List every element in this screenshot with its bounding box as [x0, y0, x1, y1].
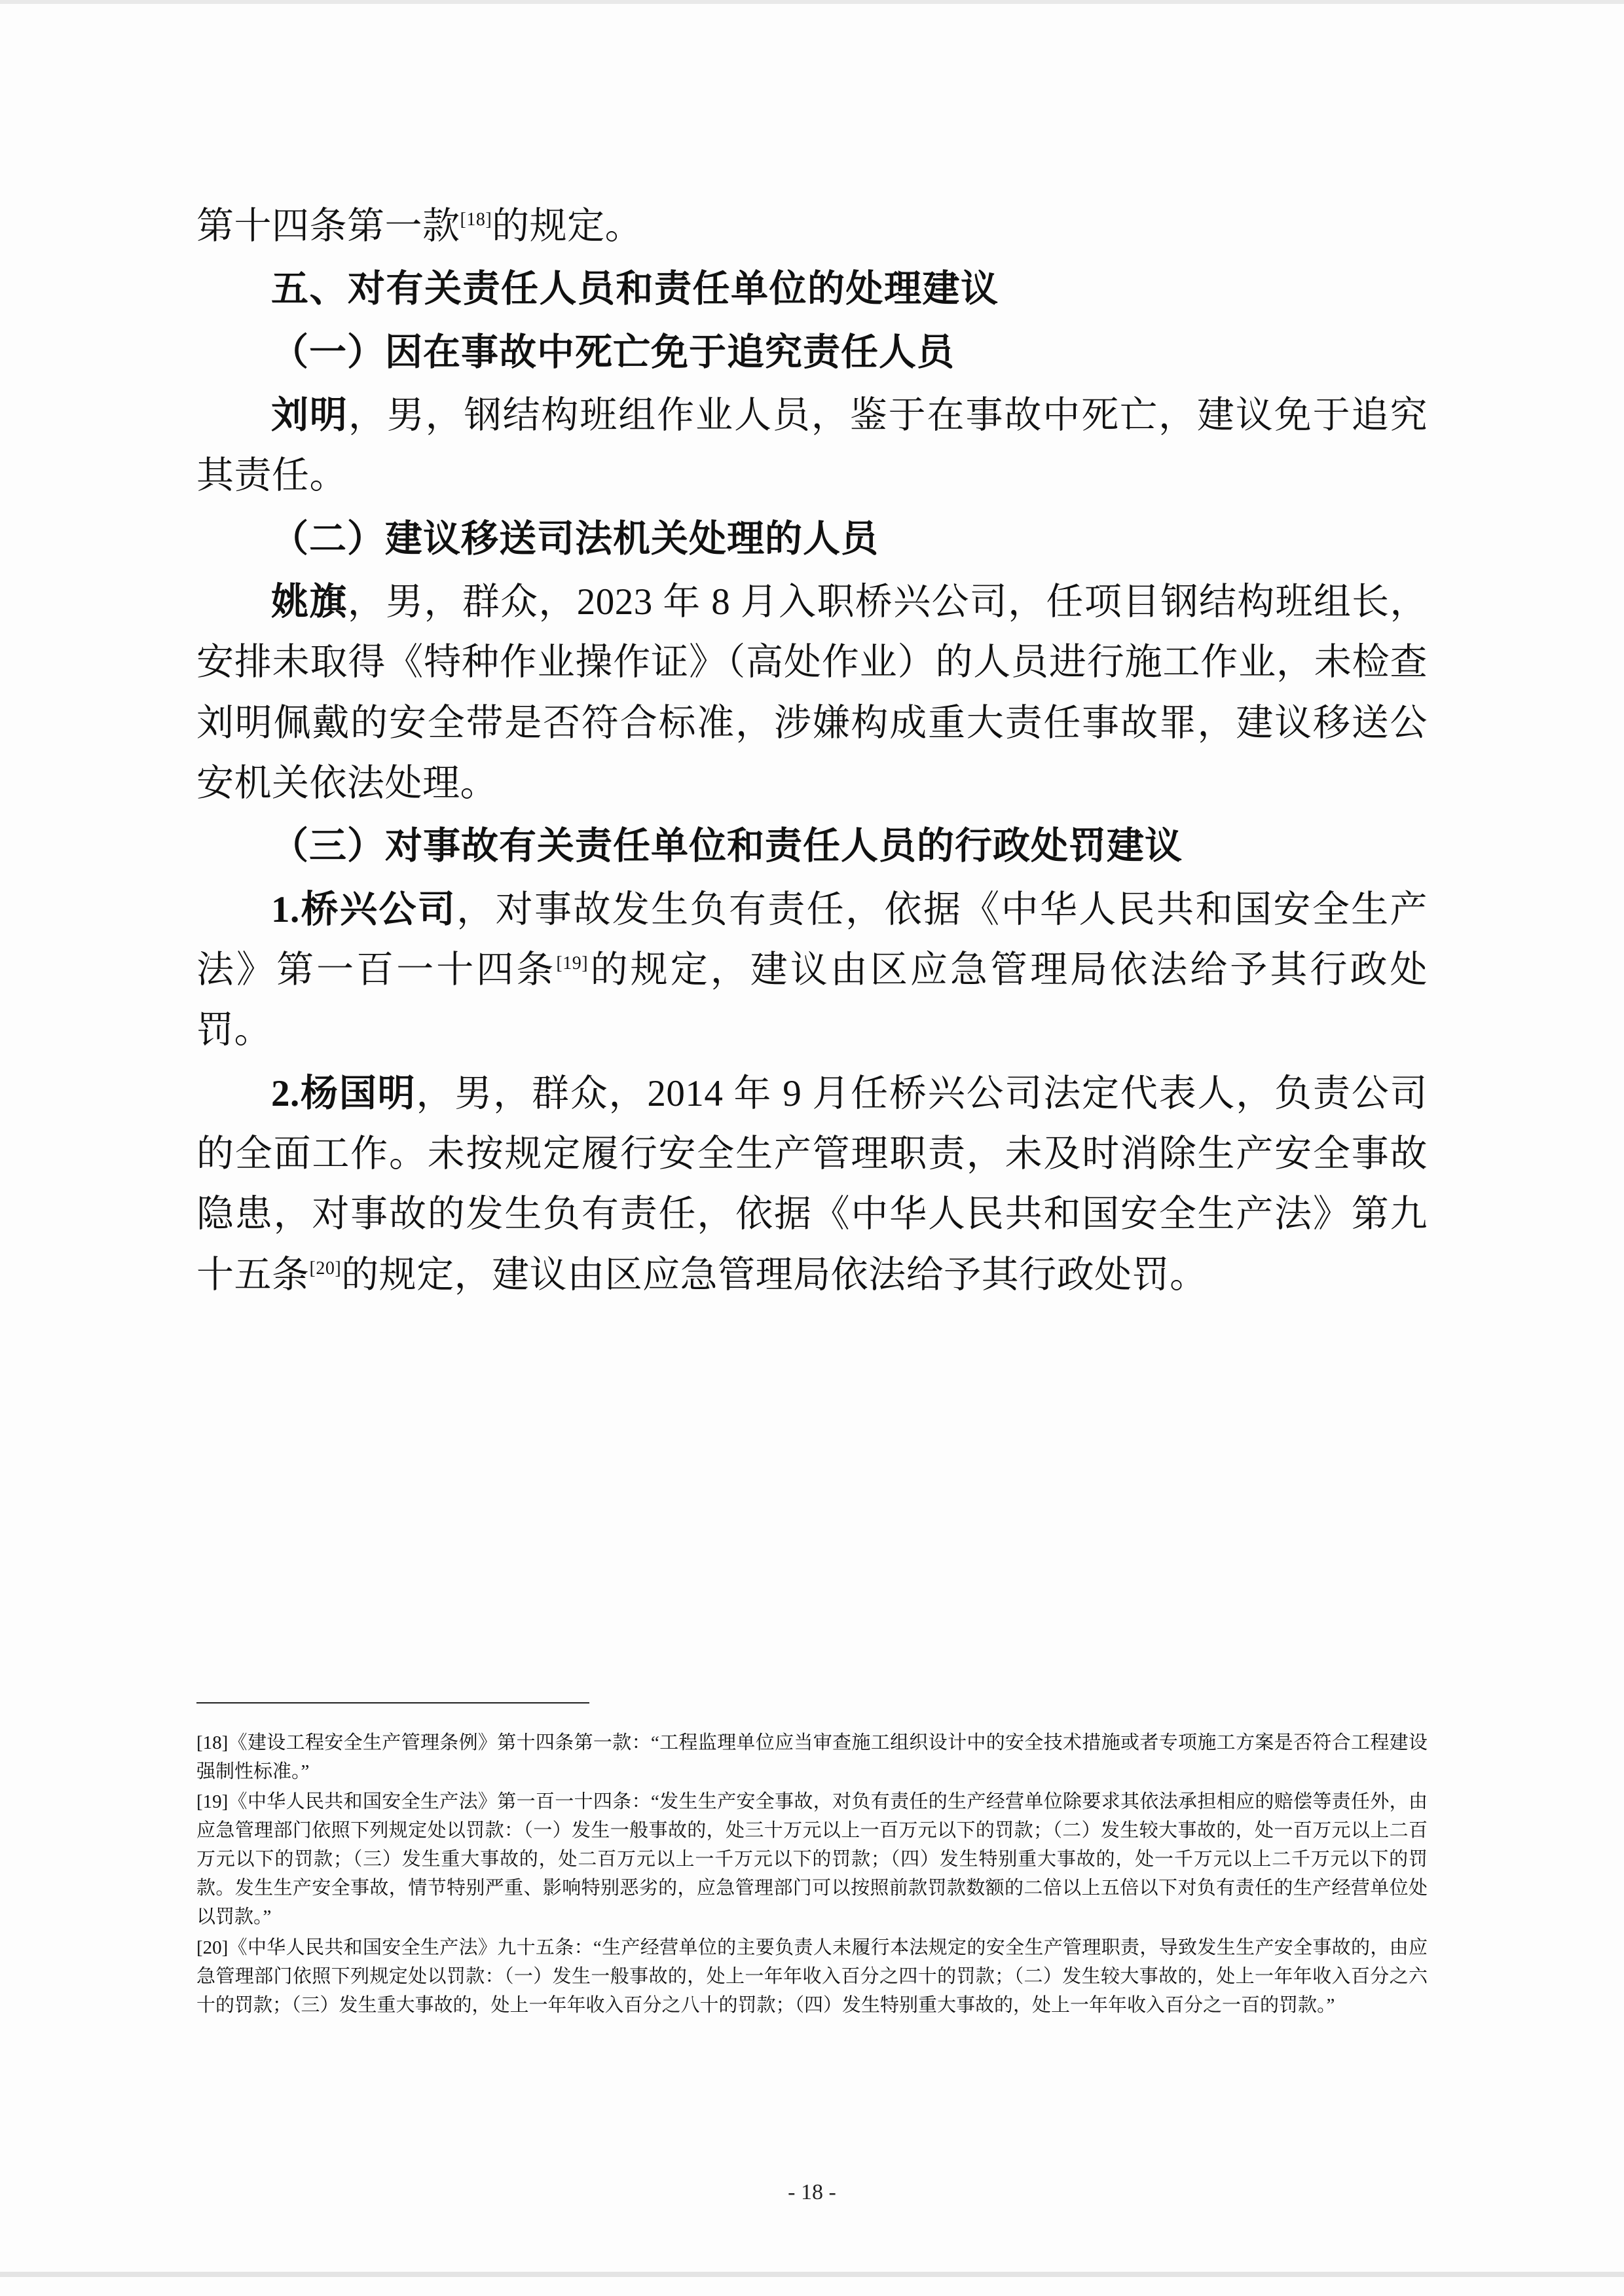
penalty-item-2-name: 杨国明 — [299, 1072, 416, 1114]
penalty-item-1 — [196, 880, 1428, 1061]
person-detail-liuming: ，男，钢结构班组作业人员，鉴于在事故中死亡，建议免于追究其责任。 — [196, 394, 1428, 497]
person-detail-yaoqi: ，男，群众，2023 年 8 月入职桥兴公司，任项目钢结构班组长，安排未取得《特种作业操作证》（高处作业）的人员进行施工作业，未检查刘明佩戴的安全带是否符合标准，涉嫌构成重大责任事故罪，建议移送公安机关依法处理。 — [196, 581, 1428, 804]
footnote-area — [196, 1728, 1428, 2021]
penalty-item-2 — [196, 1064, 1428, 1305]
section-heading-five: 五、对有关责任人员和责任单位的处理建议 — [271, 268, 999, 310]
subsection-heading-one: （一）因在事故中死亡免于追究责任人员 — [271, 331, 955, 373]
penalty-item-1-text-before: ，对事故发生负有责任，依据《中华人民共和国安全生产法》第一百一十四条 — [196, 888, 1428, 991]
footnote-20: [20]《中华人民共和国安全生产法》九十五条：“生产经营单位的主要负责人未履行本法规定的安全生产管理职责，导致发生生产安全事故的，由应急管理部门依照下列规定处以罚款：（一）发生一般事故的，处上一年年收入百分之四十的罚款；（二）发生较大事故的，处上一年年收入百分之六十的罚款；（三）发生重大事故的，处上一年年收入百分之八十的罚款；（四）发生特别重大事故的，处上一年年收入百分之一百的罚款。” — [196, 1937, 1428, 2016]
continuation-paragraph — [196, 196, 1428, 257]
footnote-separator — [196, 1702, 589, 1704]
person-name-liuming: 刘明 — [271, 394, 348, 436]
penalty-item-2-text-before: ，男，群众，2014 年 9 月任桥兴公司法定代表人，负责公司的全面工作。未按规定履行安全生产管理职责，未及时消除生产安全事故隐患，对事故的发生负有责任，依据《中华人民共和国安全生产法》第九十五条 — [196, 1072, 1428, 1296]
penalty-item-2-text-after: 的规定，建议由区应急管理局依法给予其行政处罚。 — [341, 1254, 1208, 1296]
scan-edge-top — [0, 0, 1624, 4]
person-paragraph-liuming — [196, 386, 1428, 507]
penalty-item-2-label: 2. — [271, 1072, 300, 1114]
penalty-item-1-label: 1. — [271, 888, 300, 930]
subsection-heading-two: （二）建议移送司法机关处理的人员 — [271, 518, 879, 560]
continuation-text-after: 的规定。 — [492, 206, 643, 247]
subsection-heading-three: （三）对事故有关责任单位和责任人员的行政处罚建议 — [271, 826, 1183, 867]
person-name-yaoqi: 姚旗 — [271, 581, 348, 623]
footnote-19: [19]《中华人民共和国安全生产法》第一百一十四条：“发生生产安全事故，对负有责任的生产经营单位除要求其依法承担相应的赔偿等责任外，由应急管理部门依照下列规定处以罚款：（一）发生一般事故的，处三十万元以上一百万元以下的罚款；（二）发生较大事故的，处一百万元以上二百万元以下的罚款；（三）发生重大事故的，处二百万元以上一千万元以下的罚款；（四）发生特别重大事故的，处一千万元以上二千万元以下的罚款。发生生产安全事故，情节特别严重、影响特别恶劣的，应急管理部门可以按照前款罚款数额的二倍以上五倍以下对负有责任的生产经营单位处以罚款。” — [196, 1791, 1428, 1928]
footnote-ref-19: [19] — [556, 953, 589, 974]
document-body — [196, 196, 1428, 1308]
continuation-text-before: 第十四条第一款 — [196, 206, 460, 247]
page-number: - 18 - — [788, 2180, 836, 2204]
scan-edge-bottom — [0, 2272, 1624, 2277]
footnote-ref-20: [20] — [309, 1258, 342, 1279]
person-paragraph-yaoqi — [196, 572, 1428, 814]
footnote-ref-18: [18] — [460, 210, 492, 230]
penalty-item-1-text-after: 的规定，建议由区应急管理局依法给予其行政处罚。 — [196, 949, 1428, 1051]
penalty-item-1-name: 桥兴公司 — [299, 888, 457, 930]
footnote-18: [18]《建设工程安全生产管理条例》第十四条第一款：“工程监理单位应当审查施工组织设计中的安全技术措施或者专项施工方案是否符合工程建设强制性标准。” — [196, 1732, 1428, 1783]
